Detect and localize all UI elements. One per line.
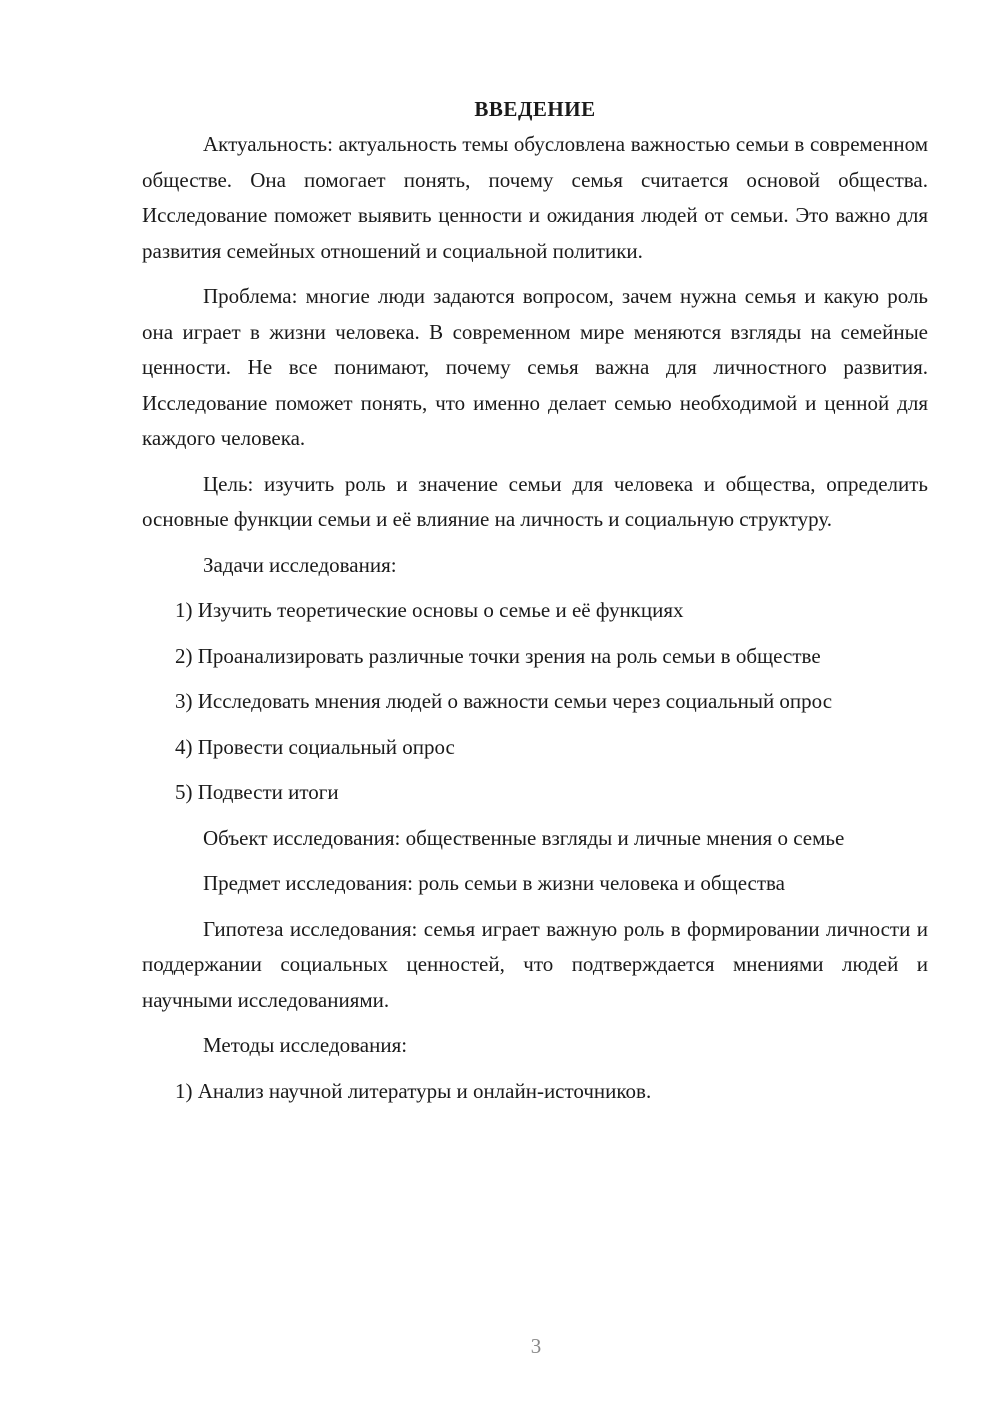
task-item-3: 3) Исследовать мнения людей о важности семьи через социальный опрос	[175, 689, 833, 713]
tasks-title: Задачи исследования:	[203, 552, 397, 577]
page-number: 3	[530, 1334, 542, 1358]
goal-paragraph: Цель: изучить роль и значение семьи для человека и общества, определить основные функции семьи и её влияние на личность и социальную структуру.	[142, 471, 928, 531]
problem-paragraph: Проблема: многие люди задаются вопросом, зачем нужна семья и какую роль она играет в жизни человека. В современном мире меняются взгляды на семейные ценности. Не все понимают, почему семья важна для личностного развития. Исследование поможет понять, что именно делает семью необходимой и ценной для каждого человека.	[142, 284, 928, 450]
object-paragraph: Объект исследования: общественные взгляды и личные мнения о семье	[203, 825, 845, 850]
method-item-1: 1) Анализ научной литературы и онлайн-источников.	[175, 1078, 652, 1103]
task-item-2: 2) Проанализировать различные точки зрения на роль семьи в обществе	[175, 643, 821, 668]
subject-paragraph: Предмет исследования: роль семьи в жизни человека и общества	[203, 871, 785, 895]
task-item-4: 4) Провести социальный опрос	[175, 734, 455, 759]
task-item-5: 5) Подвести итоги	[175, 780, 339, 804]
document-page	[142, 92, 928, 1119]
relevance-paragraph: Актуальность: актуальность темы обусловлена важностью семьи в современном обществе. Она помогает понять, почему семья считается основой общества. Исследование поможет выявить ценности и ожидания людей от семьи. Это важно для развития семейных отношений и социальной политики.	[142, 132, 928, 263]
section-heading: ВВЕДЕНИЕ	[474, 97, 596, 121]
methods-title: Методы исследования:	[203, 1033, 408, 1057]
hypothesis-paragraph: Гипотеза исследования: семья играет важную роль в формировании личности и поддержании социальных ценностей, что подтверждается мнениями людей и научными исследованиями.	[142, 916, 928, 1012]
task-item-1: 1) Изучить теоретические основы о семье и её функциях	[175, 598, 684, 622]
